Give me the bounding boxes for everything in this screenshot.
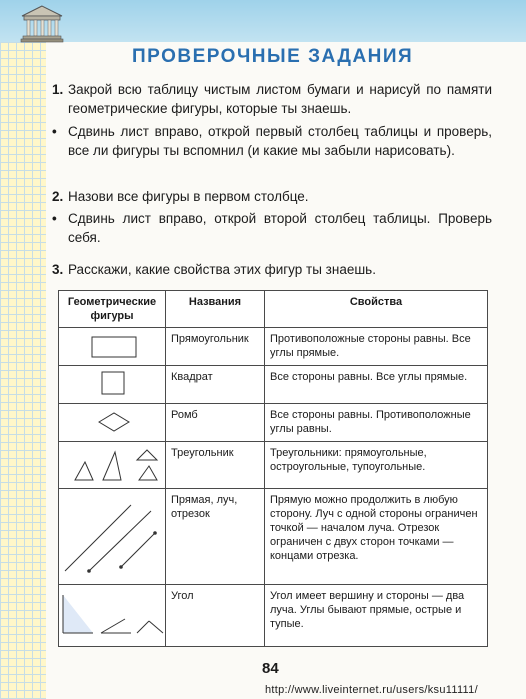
task-1-bullet	[52, 122, 492, 160]
figure-properties: Угол имеет вершину и стороны — два луча. Углы бывают прямые, острые и тупые.	[265, 585, 488, 647]
figure-cell	[59, 489, 166, 585]
watermark-url: http://www.liveinternet.ru/users/ksu11111/	[265, 684, 478, 696]
figure-properties: Треугольники: прямоугольные, остроугольные, тупоугольные.	[265, 442, 488, 489]
table-row	[59, 489, 488, 585]
table-row	[59, 366, 488, 404]
figure-name: Прямоугольник	[166, 328, 265, 366]
figure-cell	[59, 404, 166, 442]
triangles-figure-icon	[59, 442, 165, 488]
page-title: ПРОВЕРОЧНЫЕ ЗАДАНИЯ	[132, 46, 414, 67]
task-marker: 2.	[52, 189, 64, 204]
square-figure-icon	[59, 366, 165, 402]
table-row	[59, 404, 488, 442]
figure-cell	[59, 585, 166, 647]
temple-icon	[20, 4, 64, 44]
table-row	[59, 585, 488, 647]
rhombus-figure-icon	[59, 404, 165, 440]
task-text: Назови все фигуры в первом столбце.	[68, 189, 309, 204]
header-properties: Свойства	[265, 291, 488, 328]
page-number: 84	[262, 660, 279, 677]
task-1	[52, 80, 492, 118]
shapes-table	[58, 290, 488, 647]
figure-properties: Прямую можно продолжить в любую сторону. Луч с одной стороны ограничен точкой — началом луча. Отрезок ограничен с двух сторон точками — концами отрезка.	[265, 489, 488, 585]
figure-properties: Все стороны равны. Все углы прямые.	[265, 366, 488, 404]
task-marker: 1.	[52, 82, 64, 97]
table-row	[59, 442, 488, 489]
figure-cell	[59, 366, 166, 404]
task-text: Закрой всю таблицу чистым листом бумаги и нарисуй по памяти геометрические фигуры, которые ты знаешь.	[68, 82, 492, 116]
task-marker: 3.	[52, 262, 64, 277]
figure-cell	[59, 328, 166, 366]
task-text: Сдвинь лист вправо, открой первый столбец таблицы и проверь, все ли фигуры ты вспомнил (и какие мы забыли нарисовать).	[68, 124, 492, 158]
task-2-bullet	[52, 209, 492, 247]
figure-name: Треугольник	[166, 442, 265, 489]
task-text: Расскажи, какие свойства этих фигур ты знаешь.	[68, 262, 376, 277]
figure-properties: Противоположные стороны равны. Все углы прямые.	[265, 328, 488, 366]
lines-figure-icon	[59, 489, 165, 583]
task-2	[52, 187, 492, 206]
angles-figure-icon	[59, 585, 165, 645]
header-band	[0, 0, 526, 42]
figure-cell	[59, 442, 166, 489]
table-header-row	[59, 291, 488, 328]
task-marker: •	[52, 211, 57, 226]
figure-properties: Все стороны равны. Противоположные углы равны.	[265, 404, 488, 442]
figure-name: Угол	[166, 585, 265, 647]
task-marker: •	[52, 124, 57, 139]
figure-name: Квадрат	[166, 366, 265, 404]
table-row	[59, 328, 488, 366]
task-text: Сдвинь лист вправо, открой второй столбец таблицы. Проверь себя.	[68, 211, 492, 245]
rectangle-figure-icon	[59, 328, 165, 364]
header-names: Названия	[166, 291, 265, 328]
figure-name: Ромб	[166, 404, 265, 442]
grid-strip	[0, 42, 46, 699]
figure-name: Прямая, луч, отрезок	[166, 489, 265, 585]
task-3	[52, 260, 492, 279]
header-figures: Геометрические фигуры	[59, 291, 166, 328]
